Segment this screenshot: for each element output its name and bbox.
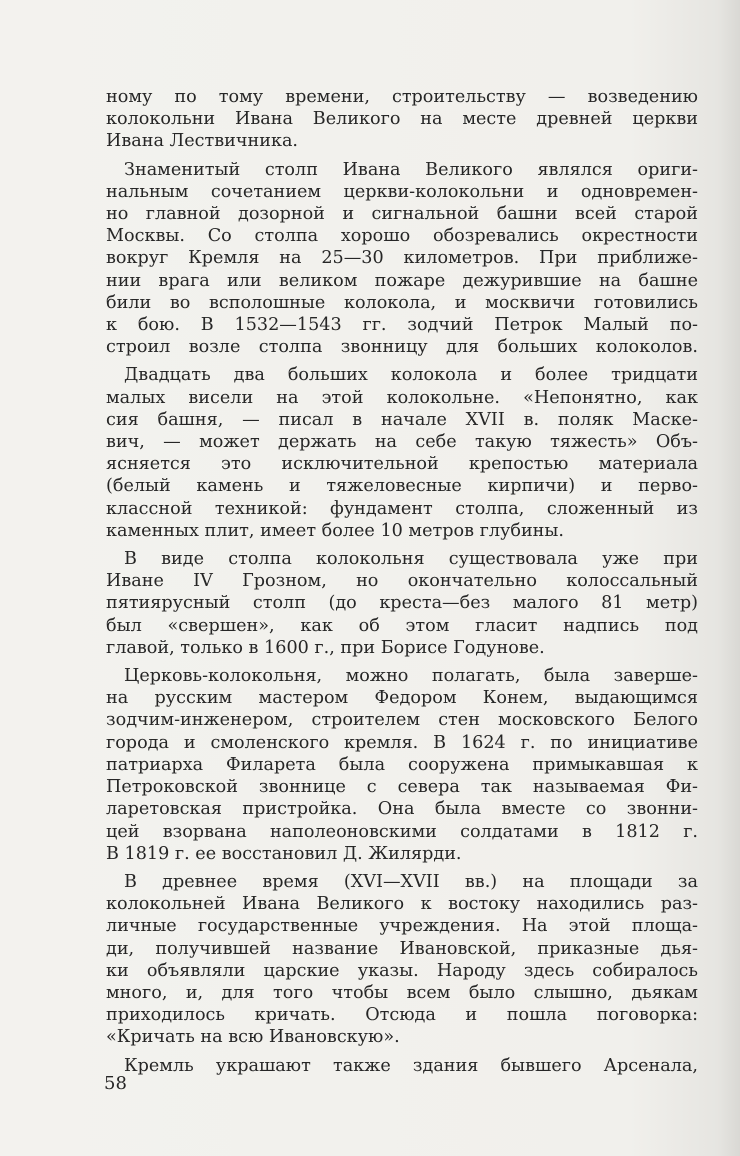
text-line: нальным сочетанием церкви-колокольни и одновремен- — [106, 181, 698, 202]
text-line: на русским мастером Федором Конем, выдающимся — [106, 688, 698, 709]
text-line: били во всполошные колокола, и москвичи готовились — [106, 292, 698, 313]
text-line: «Кричать на всю Ивановскую». — [106, 1027, 400, 1048]
paragraph-4 — [106, 548, 698, 659]
text-line: каменных плит, имеет более 10 метров глубины. — [106, 520, 564, 541]
paragraph-5 — [106, 665, 698, 865]
text-line: был «свершен», как об этом гласит надпись под — [106, 615, 698, 636]
text-line: колокольней Ивана Великого к востоку находились раз- — [106, 894, 698, 915]
text-line: Иване IV Грозном, но окончательно колоссальный — [106, 571, 698, 592]
text-line: Кремль украшают также здания бывшего Арсенала, — [124, 1055, 698, 1076]
text-line: Петроковской звоннице с севера так называемая Фи- — [106, 777, 698, 798]
text-line: строил возле столпа звонницу для больших колоколов. — [106, 337, 698, 358]
text-line: ларетовская пристройка. Она была вместе со звонни- — [106, 799, 698, 820]
text-line: Ивана Лествичника. — [106, 131, 299, 152]
text-line: (белый камень и тяжеловесные кирпичи) и перво- — [106, 476, 698, 497]
text-line: классной техникой: фундамент столпа, сложенный из — [106, 498, 698, 519]
text-line: но главной дозорной и сигнальной башни всей старой — [106, 204, 698, 225]
text-line: главой, только в 1600 г., при Борисе Годунове. — [106, 637, 545, 658]
text-line: пятиярусный столп (до креста—без малого 81 метр) — [106, 593, 698, 614]
paragraph-3 — [106, 364, 698, 542]
text-line: нии врага или великом пожаре дежурившие на башне — [106, 270, 698, 291]
text-line: Москвы. Со столпа хорошо обозревались окрестности — [106, 226, 698, 247]
text-line: Знаменитый столп Ивана Великого являлся ориги- — [124, 159, 698, 180]
text-line: ясняется это исключительной крепостью материала — [106, 454, 698, 475]
text-line: зодчим-инженером, строителем стен московского Белого — [106, 710, 698, 731]
paragraph-1 — [106, 86, 698, 153]
text-line: В 1819 г. ее восстановил Д. Жилярди. — [106, 843, 462, 864]
paragraph-2 — [106, 159, 698, 359]
text-line: патриарха Филарета была сооружена примыкавшая к — [106, 754, 698, 775]
text-line: ки объявляли царские указы. Народу здесь собиралось — [106, 960, 698, 981]
text-line: Двадцать два больших колокола и более тридцати — [124, 365, 698, 386]
text-line: к бою. В 1532—1543 гг. зодчий Петрок Малый по- — [106, 315, 698, 336]
page-number: 58 — [104, 1073, 127, 1094]
text-line: малых висели на этой колокольне. «Непонятно, как — [106, 387, 698, 408]
text-line: вокруг Кремля на 25—30 километров. При приближе- — [106, 248, 698, 269]
text-line: ди, получившей название Ивановской, приказные дья- — [106, 938, 698, 959]
text-line: Церковь-колокольня, можно полагать, была заверше- — [124, 666, 698, 687]
text-line: города и смоленского кремля. В 1624 г. по инициативе — [106, 732, 698, 753]
text-line: вич, — может держать на себе такую тяжесть» Объ- — [106, 432, 698, 453]
text-line: цей взорвана наполеоновскими солдатами в 1812 г. — [106, 821, 698, 842]
paragraph-6 — [106, 871, 698, 1049]
text-line: В древнее время (XVI—XVII вв.) на площади за — [124, 871, 698, 892]
text-line: приходилось кричать. Отсюда и пошла поговорка: — [106, 1005, 698, 1026]
text-line: личные государственные учреждения. На этой площа- — [106, 916, 698, 937]
text-line: ному по тому времени, строительству — возведению — [106, 87, 698, 107]
text-line: сия башня, — писал в начале XVII в. поляк Маске- — [106, 409, 698, 430]
paragraph-7 — [106, 1055, 698, 1077]
text-line: колокольни Ивана Великого на месте древней церкви — [106, 109, 698, 130]
text-line: В виде столпа колокольня существовала уже при — [124, 549, 698, 570]
page-text — [106, 86, 698, 1083]
text-line: много, и, для того чтобы всем было слышно, дьякам — [106, 982, 698, 1003]
